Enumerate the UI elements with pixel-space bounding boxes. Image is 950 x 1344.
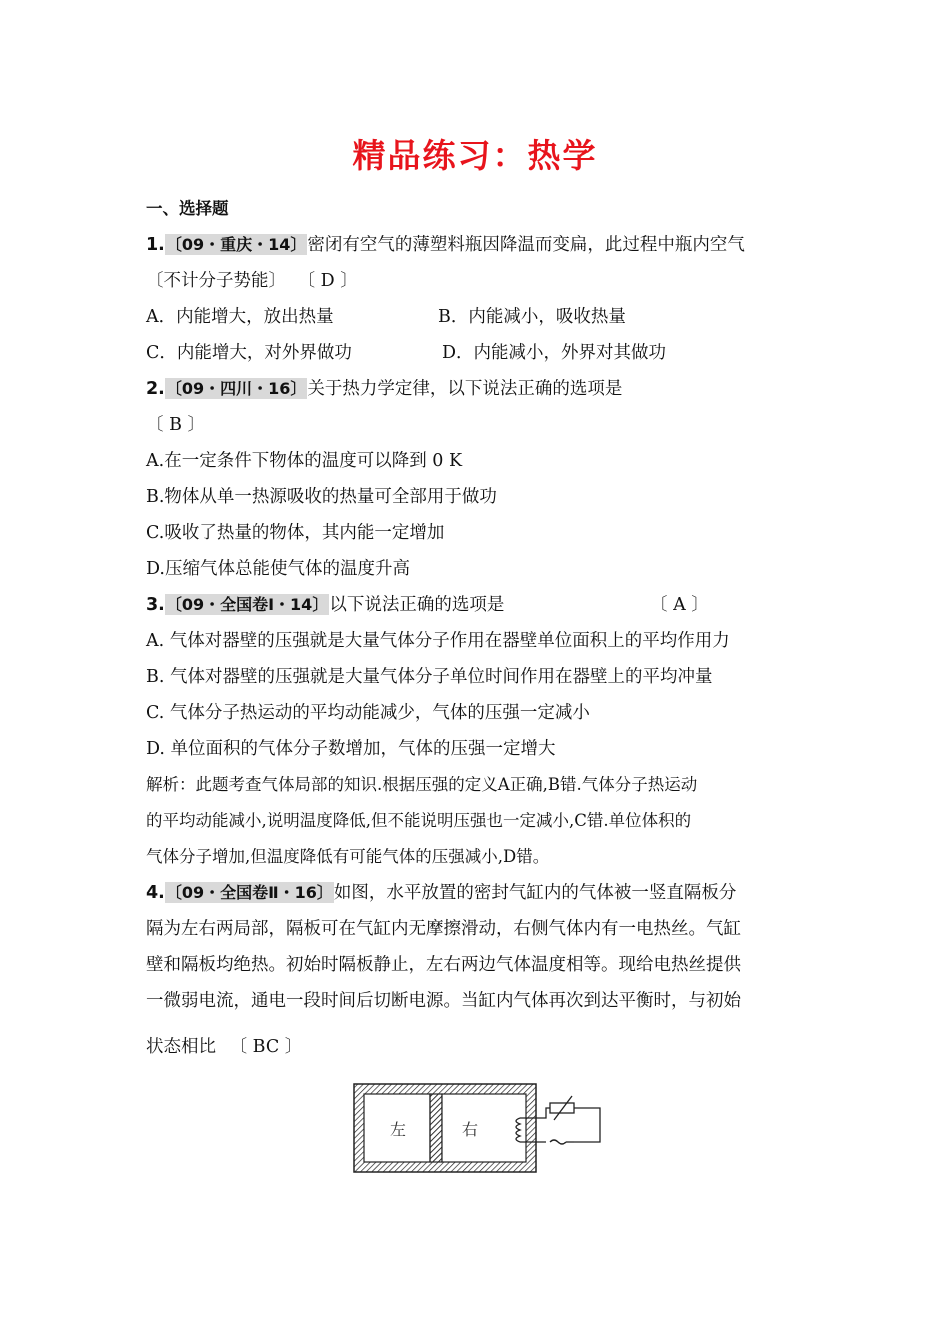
option-a: A.在一定条件下物体的温度可以降到 0 K [146, 451, 463, 471]
analysis-line: 气体分子增加,但温度降低有可能气体的压强减小,D错。 [146, 847, 550, 866]
question-text: 一微弱电流，通电一段时间后切断电源。当缸内气体再次到达平衡时，与初始 [146, 991, 741, 1011]
circuit-wire [574, 1108, 600, 1142]
ac-source-icon [550, 1140, 566, 1144]
partition [430, 1094, 442, 1162]
question-text: 密闭有空气的薄塑料瓶因降温而变扁，此过程中瓶内空气 [307, 235, 745, 255]
right-label: 右 [462, 1120, 479, 1139]
option-c: C．内能增大，对外界做功 [146, 343, 352, 363]
option-b: B.物体从单一热源吸收的热量可全部用于做功 [146, 487, 497, 507]
question-text: 〔不计分子势能〕 [146, 271, 286, 291]
analysis-line: 解析：此题考查气体局部的知识.根据压强的定义A正确,B错.气体分子热运动 [146, 775, 698, 794]
left-label: 左 [390, 1120, 407, 1139]
option-a: A．内能增大，放出热量 [146, 307, 334, 327]
question-text: 壁和隔板均绝热。初始时隔板静止，左右两边气体温度相等。现给电热丝提供 [146, 955, 741, 975]
question-4-end [146, 1036, 302, 1058]
options-row [146, 342, 766, 364]
answer: 〔 BC 〕 [229, 1037, 303, 1057]
page-title: 精品练习：热学 [352, 136, 598, 175]
option-c: C.吸收了热量的物体，其内能一定增加 [146, 523, 445, 543]
source-tag: 〔09・四川・16〕 [165, 379, 307, 398]
question-text: 关于热力学定律，以下说法正确的选项是 [307, 379, 623, 399]
option-c: C. 气体分子热运动的平均动能减少，气体的压强一定减小 [146, 703, 590, 723]
question-text: 以下说法正确的选项是 [329, 595, 505, 615]
question-1 [146, 234, 745, 256]
question-number: 3. [146, 595, 165, 615]
analysis-line: 的平均动能减小,说明温度降低,但不能说明压强也一定减小,C错.单位体积的 [146, 811, 692, 830]
question-4 [146, 882, 736, 904]
cylinder-diagram [350, 1080, 610, 1180]
option-d: D．内能减小，外界对其做功 [442, 343, 667, 363]
answer: 〔 B 〕 [146, 415, 205, 435]
option-b: B. 气体对器壁的压强就是大量气体分子单位时间作用在器壁上的平均冲量 [146, 667, 713, 687]
question-3 [146, 594, 766, 616]
question-number: 4. [146, 883, 165, 903]
question-number: 2. [146, 379, 165, 399]
answer: 〔 A 〕 [650, 595, 709, 615]
source-tag: 〔09・全国卷Ⅱ・16〕 [165, 883, 333, 902]
source-tag: 〔09・全国卷Ⅰ・14〕 [165, 595, 329, 614]
question-text: 如图，水平放置的密封气缸内的气体被一竖直隔板分 [333, 883, 737, 903]
question-number: 1. [146, 235, 165, 255]
option-a: A. 气体对器壁的压强就是大量气体分子作用在器壁单位面积上的平均作用力 [146, 631, 730, 651]
option-d: D.压缩气体总能使气体的温度升高 [146, 559, 410, 579]
question-2 [146, 378, 622, 400]
option-b: B．内能减小，吸收热量 [438, 307, 626, 327]
answer: 〔 D 〕 [297, 271, 358, 291]
option-d: D. 单位面积的气体分子数增加，气体的压强一定增大 [146, 739, 556, 759]
rheostat-icon [550, 1103, 574, 1113]
question-1-cont [146, 270, 358, 292]
section-heading: 一、选择题 [146, 199, 229, 218]
right-chamber [442, 1094, 526, 1162]
source-tag: 〔09・重庆・14〕 [165, 235, 307, 254]
options-row [146, 306, 766, 328]
question-text: 隔为左右两局部，隔板可在气缸内无摩擦滑动，右侧气体内有一电热丝。气缸 [146, 919, 741, 939]
question-text: 状态相比 [146, 1037, 216, 1057]
